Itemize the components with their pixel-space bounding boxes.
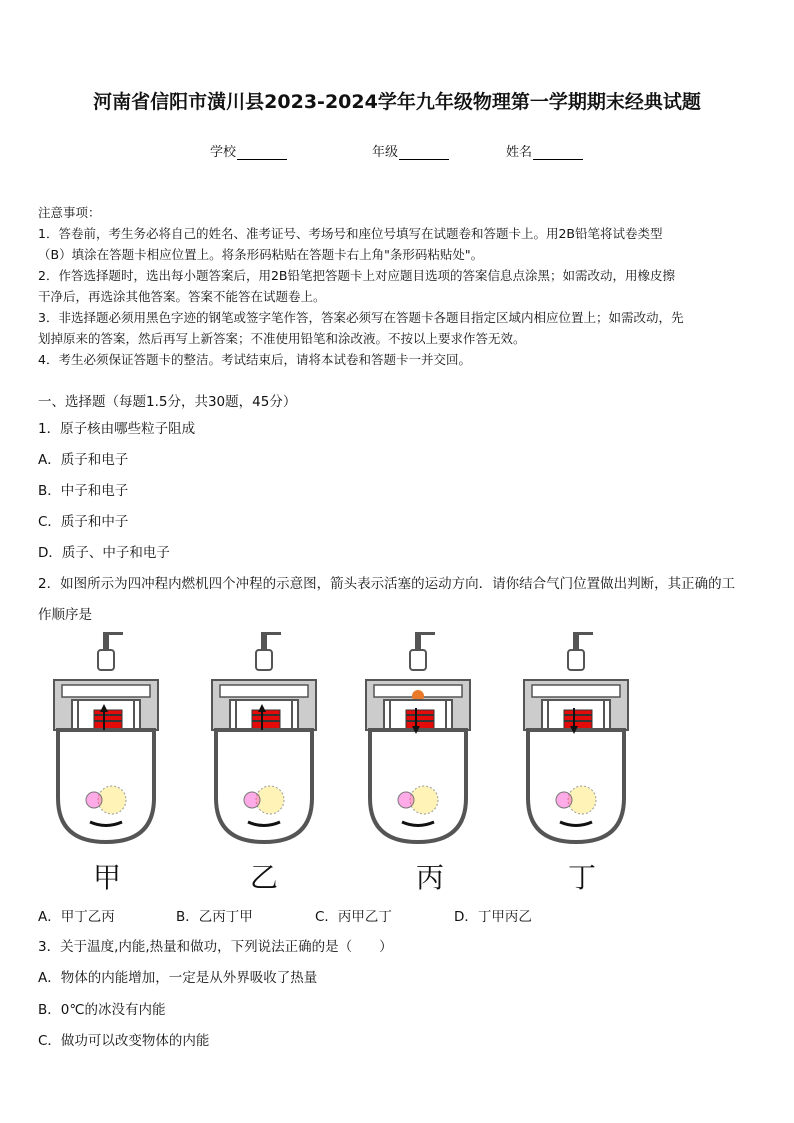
notice-line: 2．作答选择题时，选出每小题答案后，用2B铅笔把答题卡上对应题目选项的答案信息点涂黑；如需改动，用橡皮擦 <box>38 268 675 283</box>
school-field <box>210 141 287 160</box>
question-2-stem: 2．如图所示为四冲程内燃机四个冲程的示意图，箭头表示活塞的运动方向．请你结合气门位置做出判断，其正确的工 <box>38 576 736 592</box>
grade-field <box>372 141 449 160</box>
grade-label: 年级 <box>372 145 399 160</box>
figure-label-jia: 甲 <box>93 861 122 894</box>
notice-line: 干净后，再选涂其他答案。答案不能答在试题卷上。 <box>38 289 326 304</box>
notice-line: （B）填涂在答题卡相应位置上。将条形码粘贴在答题卡右上角"条形码粘贴处"。 <box>38 247 484 262</box>
school-blank <box>237 147 287 160</box>
notice-heading: 注意事项： <box>38 205 101 220</box>
question-3-option-c: C．做功可以改变物体的内能 <box>38 1033 210 1049</box>
name-field <box>506 141 583 160</box>
question-1-option-c: C．质子和中子 <box>38 514 129 530</box>
question-3-stem: 3．关于温度,内能,热量和做功，下列说法正确的是（ ） <box>38 939 393 955</box>
question-1-option-a: A．质子和电子 <box>38 452 129 468</box>
name-blank <box>533 147 583 160</box>
notice-line: 1．答卷前，考生务必将自己的姓名、准考证号、考场号和座位号填写在试题卷和答题卡上。用2B铅笔将试卷类型 <box>38 226 663 241</box>
question-1-option-b: B．中子和电子 <box>38 483 129 499</box>
notice-line: 3．非选择题必须用黑色字迹的钢笔或签字笔作答，答案必须写在答题卡各题目指定区域内相应位置上；如需改动，先 <box>38 310 684 325</box>
grade-blank <box>399 147 449 160</box>
question-3-option-a: A．物体的内能增加，一定是从外界吸收了热量 <box>38 970 318 986</box>
figure-label-ding: 丁 <box>568 861 597 894</box>
page-title: 河南省信阳市潢川县2023-2024学年九年级物理第一学期期末经典试题 <box>93 91 701 113</box>
engine-diagram-bing <box>362 630 474 845</box>
section-heading: 一、选择题（每题1.5分，共30题，45分） <box>38 394 297 410</box>
notice-line: 划掉原来的答案，然后再写上新答案；不准使用铅笔和涂改液。不按以上要求作答无效。 <box>38 331 526 346</box>
question-2-option-d: D．丁甲丙乙 <box>454 909 532 925</box>
question-2-stem-cont: 作顺序是 <box>38 607 92 623</box>
question-2-option-a: A．甲丁乙丙 <box>38 909 115 925</box>
engine-diagram-ding <box>520 630 632 845</box>
question-1-stem: 1．原子核由哪些粒子阻成 <box>38 421 196 437</box>
name-label: 姓名 <box>506 145 533 160</box>
school-label: 学校 <box>210 145 237 160</box>
question-2-option-b: B．乙丙丁甲 <box>176 909 253 925</box>
figure-label-bing: 丙 <box>416 861 445 894</box>
question-3-option-b: B．0℃的冰没有内能 <box>38 1002 166 1018</box>
engine-diagram-jia <box>50 630 162 845</box>
engine-diagram-yi <box>208 630 320 845</box>
figure-label-yi: 乙 <box>250 861 279 894</box>
question-2-option-c: C．丙甲乙丁 <box>315 909 392 925</box>
notice-line: 4．考生必须保证答题卡的整洁。考试结束后，请将本试卷和答题卡一并交回。 <box>38 352 471 367</box>
question-1-option-d: D．质子、中子和电子 <box>38 545 170 561</box>
